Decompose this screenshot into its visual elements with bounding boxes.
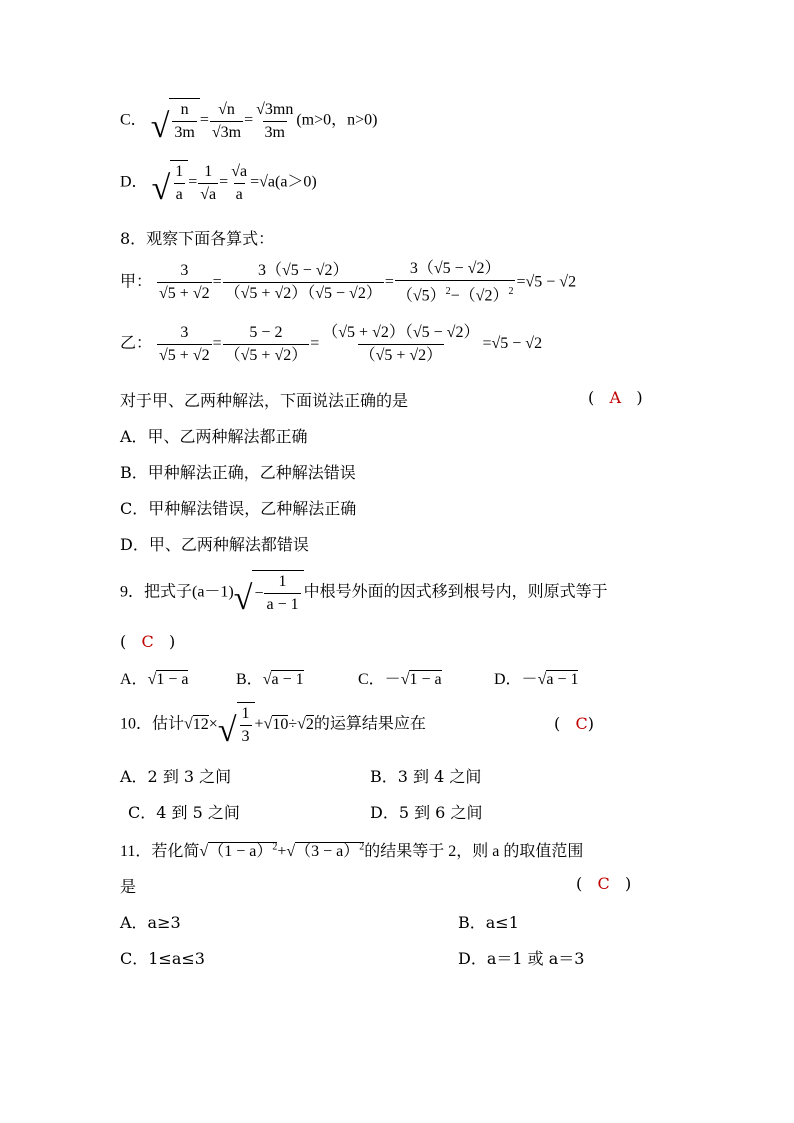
q8-yi-label: 乙：: [120, 335, 153, 353]
q9-option-d: D．－√a − 1: [494, 671, 579, 688]
q8-jia-formula: 甲： $\frac{3}{√5 + √2}$ = $\frac{3(√5 - √2)}{(√5 + √2)(√5 - √2)}$ = $\frac{3(√5 - √2)}{(√5)^2-(√2)^2}$ =√5 − √2: [120, 258, 576, 307]
q9-c-label: C．－: [358, 671, 401, 688]
q9-question: [120, 570, 608, 616]
q10-option-c: C．4 到 5 之间: [128, 803, 240, 822]
q11-option-a: A．a≥3: [120, 913, 181, 932]
q10-suffix: 的运算结果应在: [313, 715, 426, 733]
q8-option-a: A．甲、乙两种解法都正确: [120, 427, 308, 446]
q8-option-b: B．甲种解法正确，乙种解法错误: [120, 463, 356, 482]
q11-line2: 是: [120, 877, 137, 896]
q9-b-label: B．: [236, 671, 263, 688]
q9-d-label: D．－: [494, 671, 538, 688]
q8-yi-formula: 乙： $\frac{3}{√5 + √2}$ = $\frac{5 - 2}{(√5 + √2)}$ = $\frac{(√5 + √2)(√5 - √2)}{(√5 + √2)}$ =√5 − √2: [120, 322, 542, 367]
q7-option-d: D． √ $\frac{1}{a}$ = $\frac{1}{√a}$ = $\frac{√a}{a}$ =√a(a＞0): [120, 160, 317, 206]
q10-prefix: 10．估计: [120, 715, 185, 733]
sqrt-icon: √ − $\frac{1}{a - 1}$: [234, 570, 304, 616]
q9-answer-bracket: ( C ): [120, 632, 176, 651]
q7-option-c: C． √ $\frac{n}{3m}$ = $\frac{√n}{√3m}$ = $\frac{√3mn}{3m}$ (m>0，n>0): [120, 98, 378, 144]
q8-title: 8．观察下面各算式：: [120, 229, 275, 248]
q11-suffix: 的结果等于 2，则 a 的取值范围: [364, 843, 584, 860]
q9-option-a: A．√1 − a: [120, 671, 189, 688]
q10-option-d: D．5 到 6 之间: [370, 803, 483, 822]
q8-answer-bracket: ( A ): [588, 388, 643, 407]
q9-option-c: C．－√1 − a: [358, 671, 442, 688]
q8-jia-label: 甲：: [120, 273, 153, 291]
q11-option-c: C．1≤a≤3: [120, 949, 205, 968]
q11-option-d: D．a＝1 或 a＝3: [458, 949, 585, 968]
q7-c-label: C．: [120, 111, 147, 129]
q11-option-b: B．a≤1: [458, 913, 519, 932]
sqrt-icon: √ $\frac{n}{3m}$: [151, 98, 200, 144]
q9-option-b: B．√a − 1: [236, 671, 304, 688]
q11-answer-bracket: ( C ): [576, 874, 632, 893]
q8-question: [120, 388, 408, 411]
q10-option-a: A．2 到 3 之间: [120, 767, 232, 786]
q8-question-text: 对于甲、乙两种解法，下面说法正确的是: [120, 391, 409, 410]
q10-answer: C: [575, 714, 588, 733]
q7-c-condition: (m>0，n>0): [296, 111, 378, 129]
q7-d-label: D．: [120, 173, 148, 191]
q10-option-b: B．3 到 4 之间: [370, 767, 482, 786]
q11-answer: C: [597, 874, 610, 893]
q11-question: 11．若化简$√(1 - a)^2+√(3 - a)^2$的结果等于 2，则 a 的取值范围: [120, 841, 584, 860]
q8-option-c: C．甲种解法错误，乙种解法正确: [120, 499, 357, 518]
q7-d-condition: (a＞0): [274, 173, 317, 191]
q9-a-label: A．: [120, 671, 148, 688]
sqrt-icon: √ $\frac{1}{a}$: [152, 160, 189, 206]
q8-option-d: D．甲、乙两种解法都错误: [120, 535, 309, 554]
q10-answer-bracket: ( C): [554, 714, 594, 733]
q9-answer: C: [141, 632, 154, 651]
q9-suffix: 中根号外面的因式移到根号内，则原式等于: [303, 583, 608, 601]
q8-answer: A: [609, 388, 622, 407]
sqrt-icon: √ $\frac{1}{3}$: [218, 702, 255, 748]
q9-prefix: 9．把式子(a－1): [120, 583, 234, 601]
q10-question: 10．估计√12× √ $\frac{1}{3}$ +√10÷√2的运算结果应在: [120, 702, 426, 748]
q11-prefix: 11．若化简: [120, 843, 200, 860]
